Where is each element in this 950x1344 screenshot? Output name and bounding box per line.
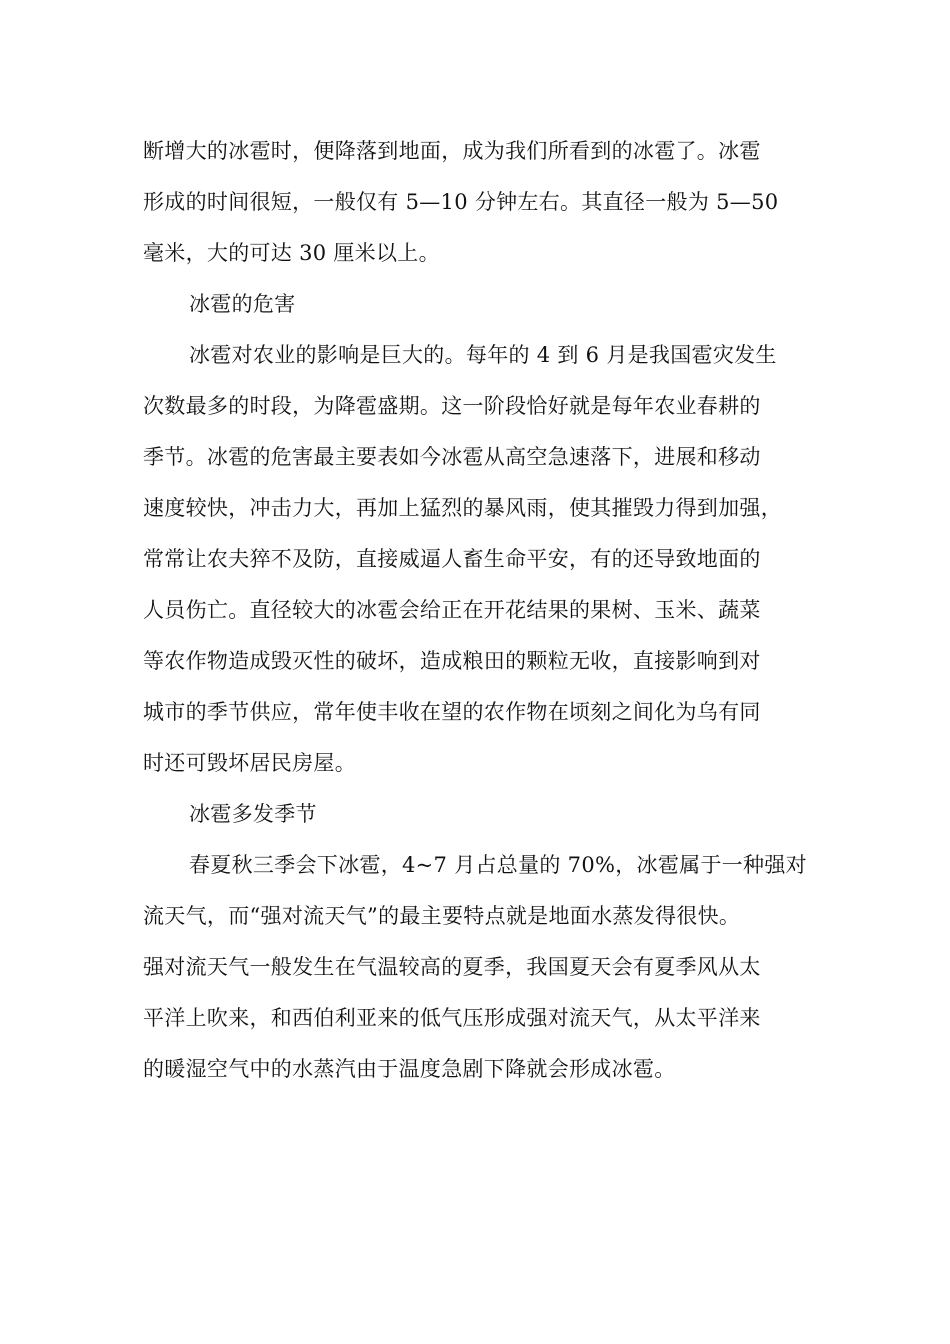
paragraph-line: 等农作物造成毁灭性的破坏，造成粮田的颗粒无收，直接影响到对 [143,649,761,673]
paragraph-line: 断增大的冰雹时，便降落到地面，成为我们所看到的冰雹了。冰雹 [143,139,761,163]
document-body [143,126,823,1095]
paragraph-line: 强对流天气一般发生在气温较高的夏季，我国夏天会有夏季风从太 [143,955,761,979]
section-heading-hazards: 冰雹的危害 [189,292,296,316]
paragraph-line: 冰雹对农业的影响是巨大的。每年的 4 到 6 月是我国雹灾发生 [189,343,777,367]
paragraph-line: 的暖湿空气中的水蒸汽由于温度急剧下降就会形成冰雹。 [143,1057,676,1081]
paragraph-line: 城市的季节供应，常年使丰收在望的农作物在顷刻之间化为乌有同 [143,700,761,724]
paragraph-line: 速度较快，冲击力大，再加上猛烈的暴风雨，使其摧毁力得到加强， [143,496,782,520]
paragraph-line: 毫米，大的可达 30 厘米以上。 [143,241,440,265]
paragraph-line: 时还可毁坏居民房屋。 [143,751,356,775]
paragraph-line: 春夏秋三季会下冰雹，4~7 月占总量的 70%，冰雹属于一种强对 [189,853,807,877]
section-heading-seasons: 冰雹多发季节 [189,802,317,826]
paragraph-line: 形成的时间很短，一般仅有 5—10 分钟左右。其直径一般为 5—50 [143,190,779,214]
paragraph-line: 平洋上吹来，和西伯利亚来的低气压形成强对流天气，从太平洋来 [143,1006,761,1030]
paragraph-line: 常常让农夫猝不及防，直接威逼人畜生命平安，有的还导致地面的 [143,547,761,571]
paragraph-line: 次数最多的时段，为降雹盛期。这一阶段恰好就是每年农业春耕的 [143,394,761,418]
paragraph-line: 流天气，而“强对流天气”的最主要特点就是地面水蒸发得很快。 [143,904,741,928]
paragraph-line: 季节。冰雹的危害最主要表如今冰雹从高空急速落下，进展和移动 [143,445,761,469]
paragraph-line: 人员伤亡。直径较大的冰雹会给正在开花结果的果树、玉米、蔬菜 [143,598,761,622]
